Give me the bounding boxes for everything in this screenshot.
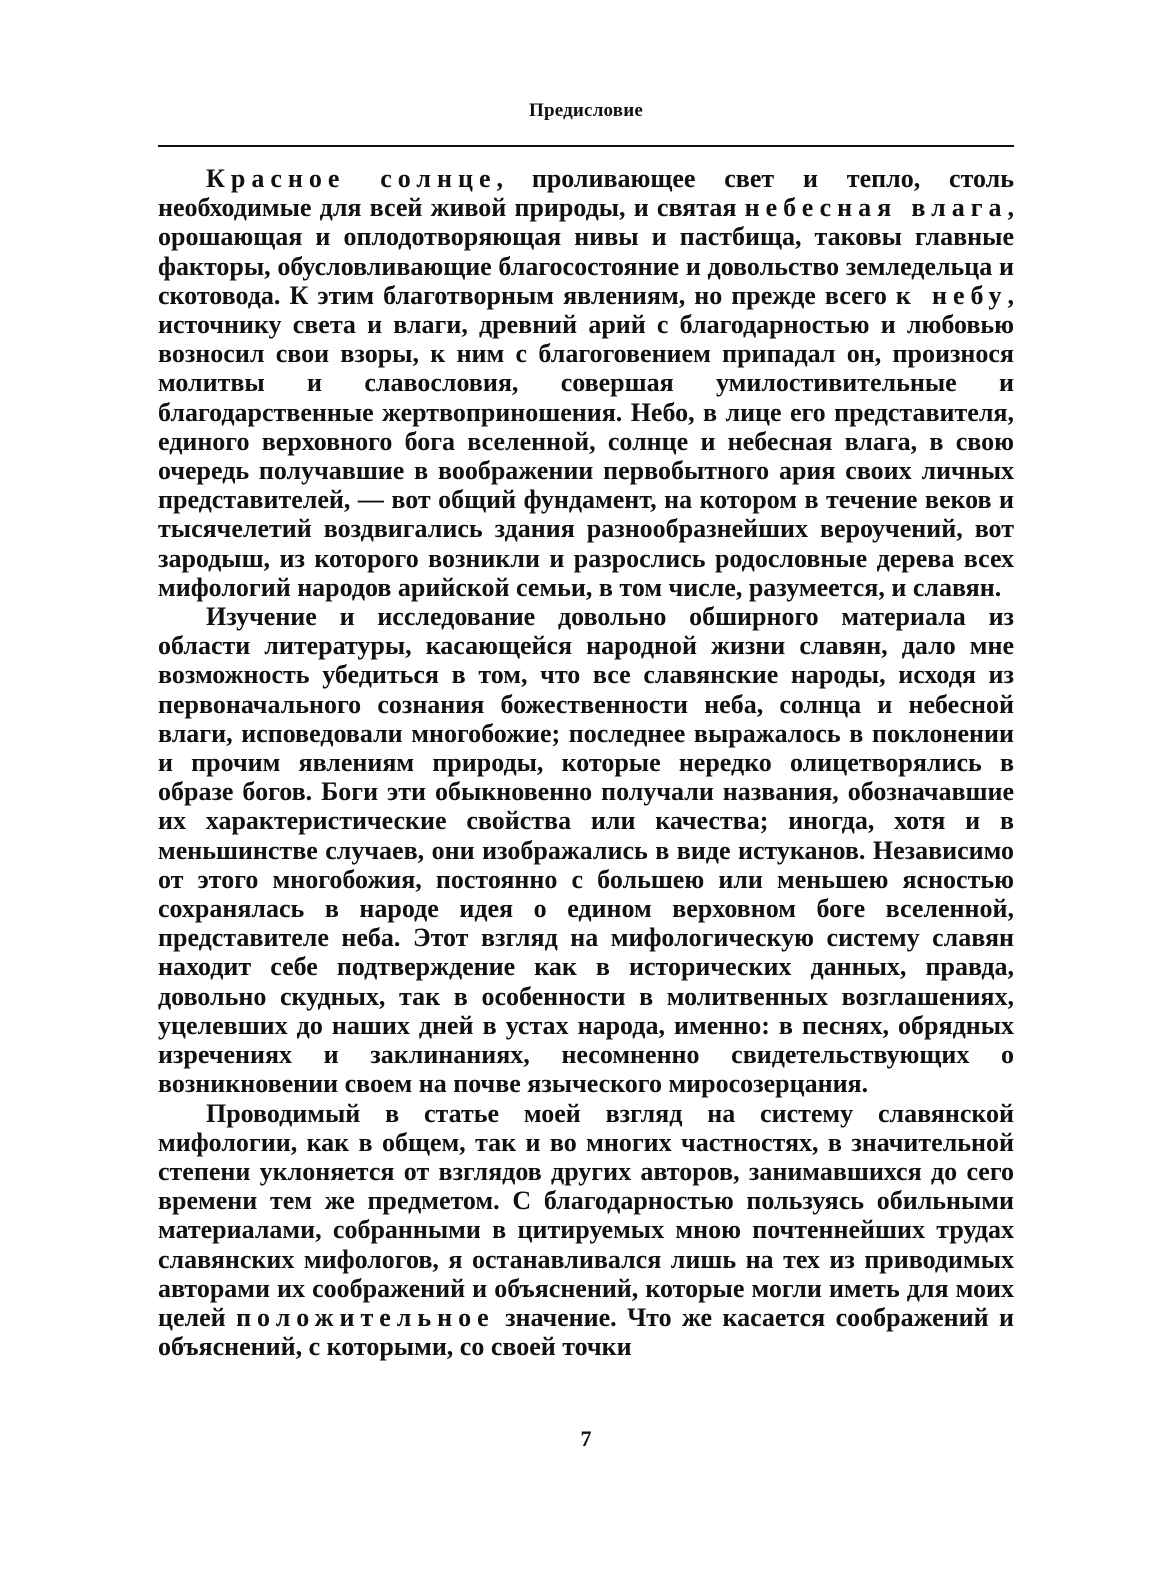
paragraph-text: Проводимый в статье моей взгляд на систему славянской мифологии, как в общем, так и во многих частностях, в значительной степени уклоняется от взглядов других авторов, занимавшихся до сего времени тем же предметом. С благодарностью пользуясь обильными материалами, собранными в цитируемых мною почтеннейших трудах славянских мифологов, я останавливался лишь на тех из приводимых авторами их соображений и объяснений, которые могли иметь для моих целей [158, 1098, 1014, 1332]
paragraph-text: значение. Что же касается соображений и объяснений, с которыми, со своей точки [158, 1302, 1014, 1362]
paragraph-text: Изучение и исследование довольно обширного материала из области литературы, касающейся народной жизни славян, дало мне возможность убедиться в том, что все славянские народы, исходя из первоначального сознания божественности неба, солнца и небесной влаги, исповедовали многобожие; последнее выражалось в поклонении и прочим явлениям природы, которые нередко олицетворялись в образе богов. Боги эти обыкновенно получали названия, обозначавшие их характеристические свойства или качества; иногда, хотя и в меньшинстве случаев, они изображались в виде истуканов. Независимо от этого многобожия, постоянно с большею или меньшею ясностью сохранялась в народе идея о едином верховном боге вселенной, представителе неба. Этот взгляд на мифологическую систему славян находит себе подтверждение как в исторических данных, правда, довольно скудных, так в особенности в молитвенных возглашениях, уцелевших до наших дней в устах народа, именно: в песнях, обрядных изречениях и заклинаниях, несомненно свидетельствующих о возникновении своем на почве языческого миросозерцания. [158, 602, 1014, 1099]
running-head-title: Предисловие [528, 100, 644, 121]
spaced-emphasis: к небу [895, 280, 1008, 310]
paragraph-2 [158, 602, 1014, 1098]
body-text [158, 164, 1014, 1361]
page-number: 7 [580, 1426, 592, 1451]
spaced-emphasis: небесная влага [744, 193, 1008, 223]
paragraph-text: , проливающее свет и тепло, столь необходимые для всей живой природы, и святая [158, 164, 1014, 223]
spaced-emphasis: Красное солнце [206, 164, 497, 193]
spaced-emphasis: положительное [236, 1302, 495, 1332]
paragraph-3 [158, 1099, 1014, 1362]
paragraph-text: , источнику света и влаги, древний арий с благодарностью и любовью возносил свои взоры, к ним с благоговением припадал он, произнося молитвы и славословия, совершая умилостивительные и благодарственные жертвоприношения. Небо, в лице его представителя, единого верховного бога вселенной, солнце и небесная влага, в свою очередь получавшие в воображении первобытного ария своих личных представителей, — вот общий фундамент, на котором в течение веков и тысячелетий воздвигались здания разнообразнейших вероучений, вот зародыш, из которого возникли и разрослись родословные дерева всех мифологий народов арийской семьи, в том числе, разумеется, и славян. [158, 280, 1015, 602]
header-rule [158, 145, 1014, 147]
paragraph-1 [158, 164, 1014, 602]
paragraph-text: , орошающая и оплодотворяющая нивы и пастбища, таковы главные факторы, обусловливающие благосостояние и довольство земледельца и скотовода. К этим благотворным явлениям, но прежде всего [158, 193, 1015, 310]
